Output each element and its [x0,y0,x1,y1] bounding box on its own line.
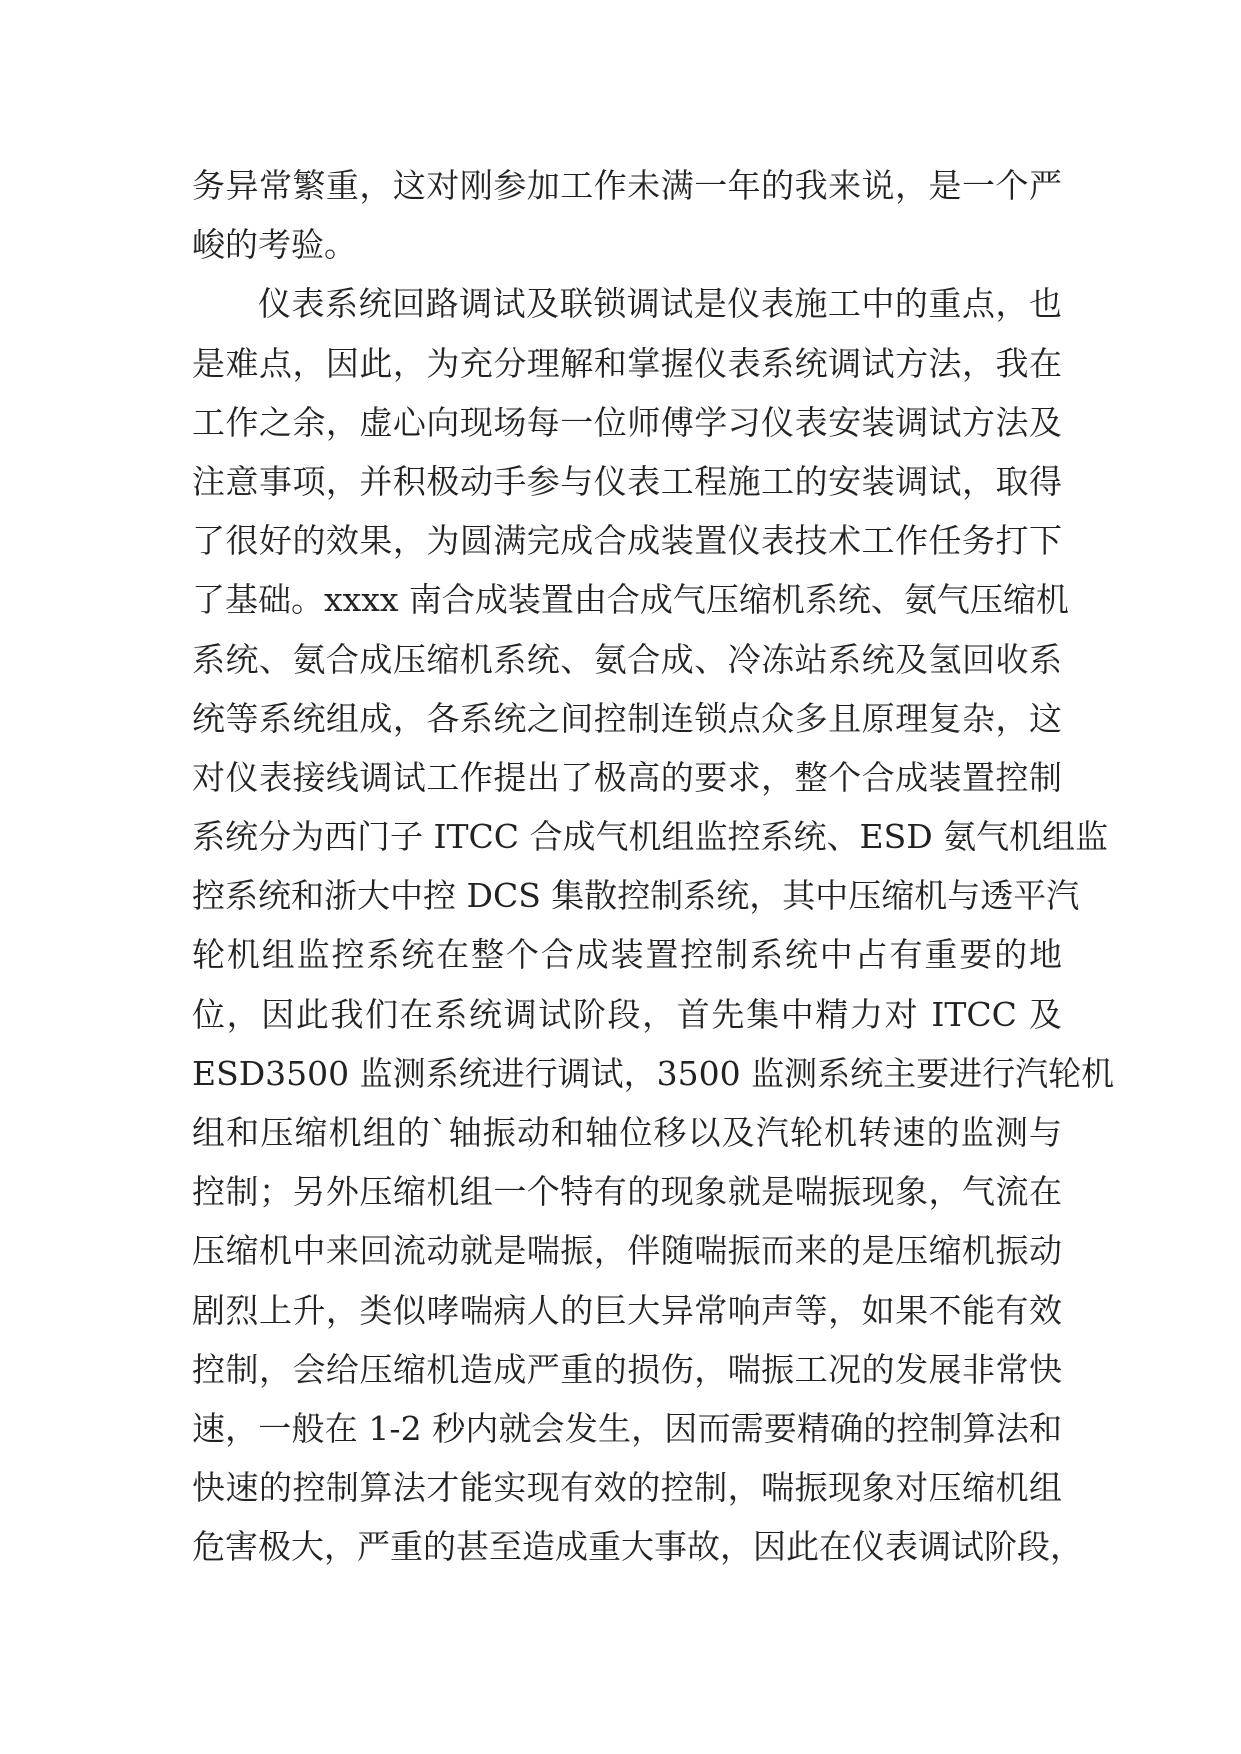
text-line: 压缩机中来回流动就是喘振，伴随喘振而来的是压缩机振动 [192,1231,1062,1271]
text-line: 控制，会给压缩机造成严重的损伤，喘振工况的发展非常快 [192,1349,1062,1389]
text-line: 危害极大，严重的甚至造成重大事故，因此在仪表调试阶段， [192,1527,1083,1567]
body-text [192,156,1115,1577]
text-line: 是难点，因此，为充分理解和掌握仪表系统调试方法，我在 [192,343,1062,383]
paragraph-first-line: 仪表系统回路调试及联锁调试是仪表施工中的重点，也 [258,284,1062,324]
text-line: 统等系统组成，各系统之间控制连锁点众多且原理复杂，这 [192,698,1062,738]
text-line: 注意事项，并积极动手参与仪表工程施工的安装调试，取得 [192,461,1062,501]
text-line: 工作之余，虚心向现场每一位师傅学习仪表安装调试方法及 [192,402,1062,442]
text-line: 了基础。xxxx 南合成装置由合成气压缩机系统、氨气压缩机 [192,580,1069,620]
text-line: 快速的控制算法才能实现有效的控制，喘振现象对压缩机组 [192,1468,1062,1508]
text-line: ESD3500 监测系统进行调试，3500 监测系统主要进行汽轮机 [192,1053,1115,1093]
text-line: 位，因此我们在系统调试阶段，首先集中精力对 ITCC 及 [192,994,1062,1034]
text-line: 轮机组监控系统在整个合成装置控制系统中占有重要的地 [192,935,1062,975]
text-line: 了很好的效果，为圆满完成合成装置仪表技术工作任务打下 [192,521,1062,561]
text-line: 对仪表接线调试工作提出了极高的要求，整个合成装置控制 [192,757,1062,797]
text-line: 控系统和浙大中控 DCS 集散控制系统，其中压缩机与透平汽 [192,876,1080,916]
text-line: 峻的考验。 [192,225,357,265]
text-line: 组和压缩机组的`轴振动和轴位移以及汽轮机转速的监测与 [192,1113,1062,1152]
text-line: 系统分为西门子 ITCC 合成气机组监控系统、ESD 氨气机组监 [192,817,1109,857]
text-line: 系统、氨合成压缩机系统、氨合成、冷冻站系统及氢回收系 [192,639,1062,679]
text-line: 速，一般在 1-2 秒内就会发生，因而需要精确的控制算法和 [192,1408,1062,1448]
text-line: 剧烈上升，类似哮喘病人的巨大异常响声等，如果不能有效 [192,1290,1062,1330]
text-line: 控制；另外压缩机组一个特有的现象就是喘振现象，气流在 [192,1172,1062,1212]
text-line: 务异常繁重，这对刚参加工作未满一年的我来说，是一个严 [192,166,1062,205]
